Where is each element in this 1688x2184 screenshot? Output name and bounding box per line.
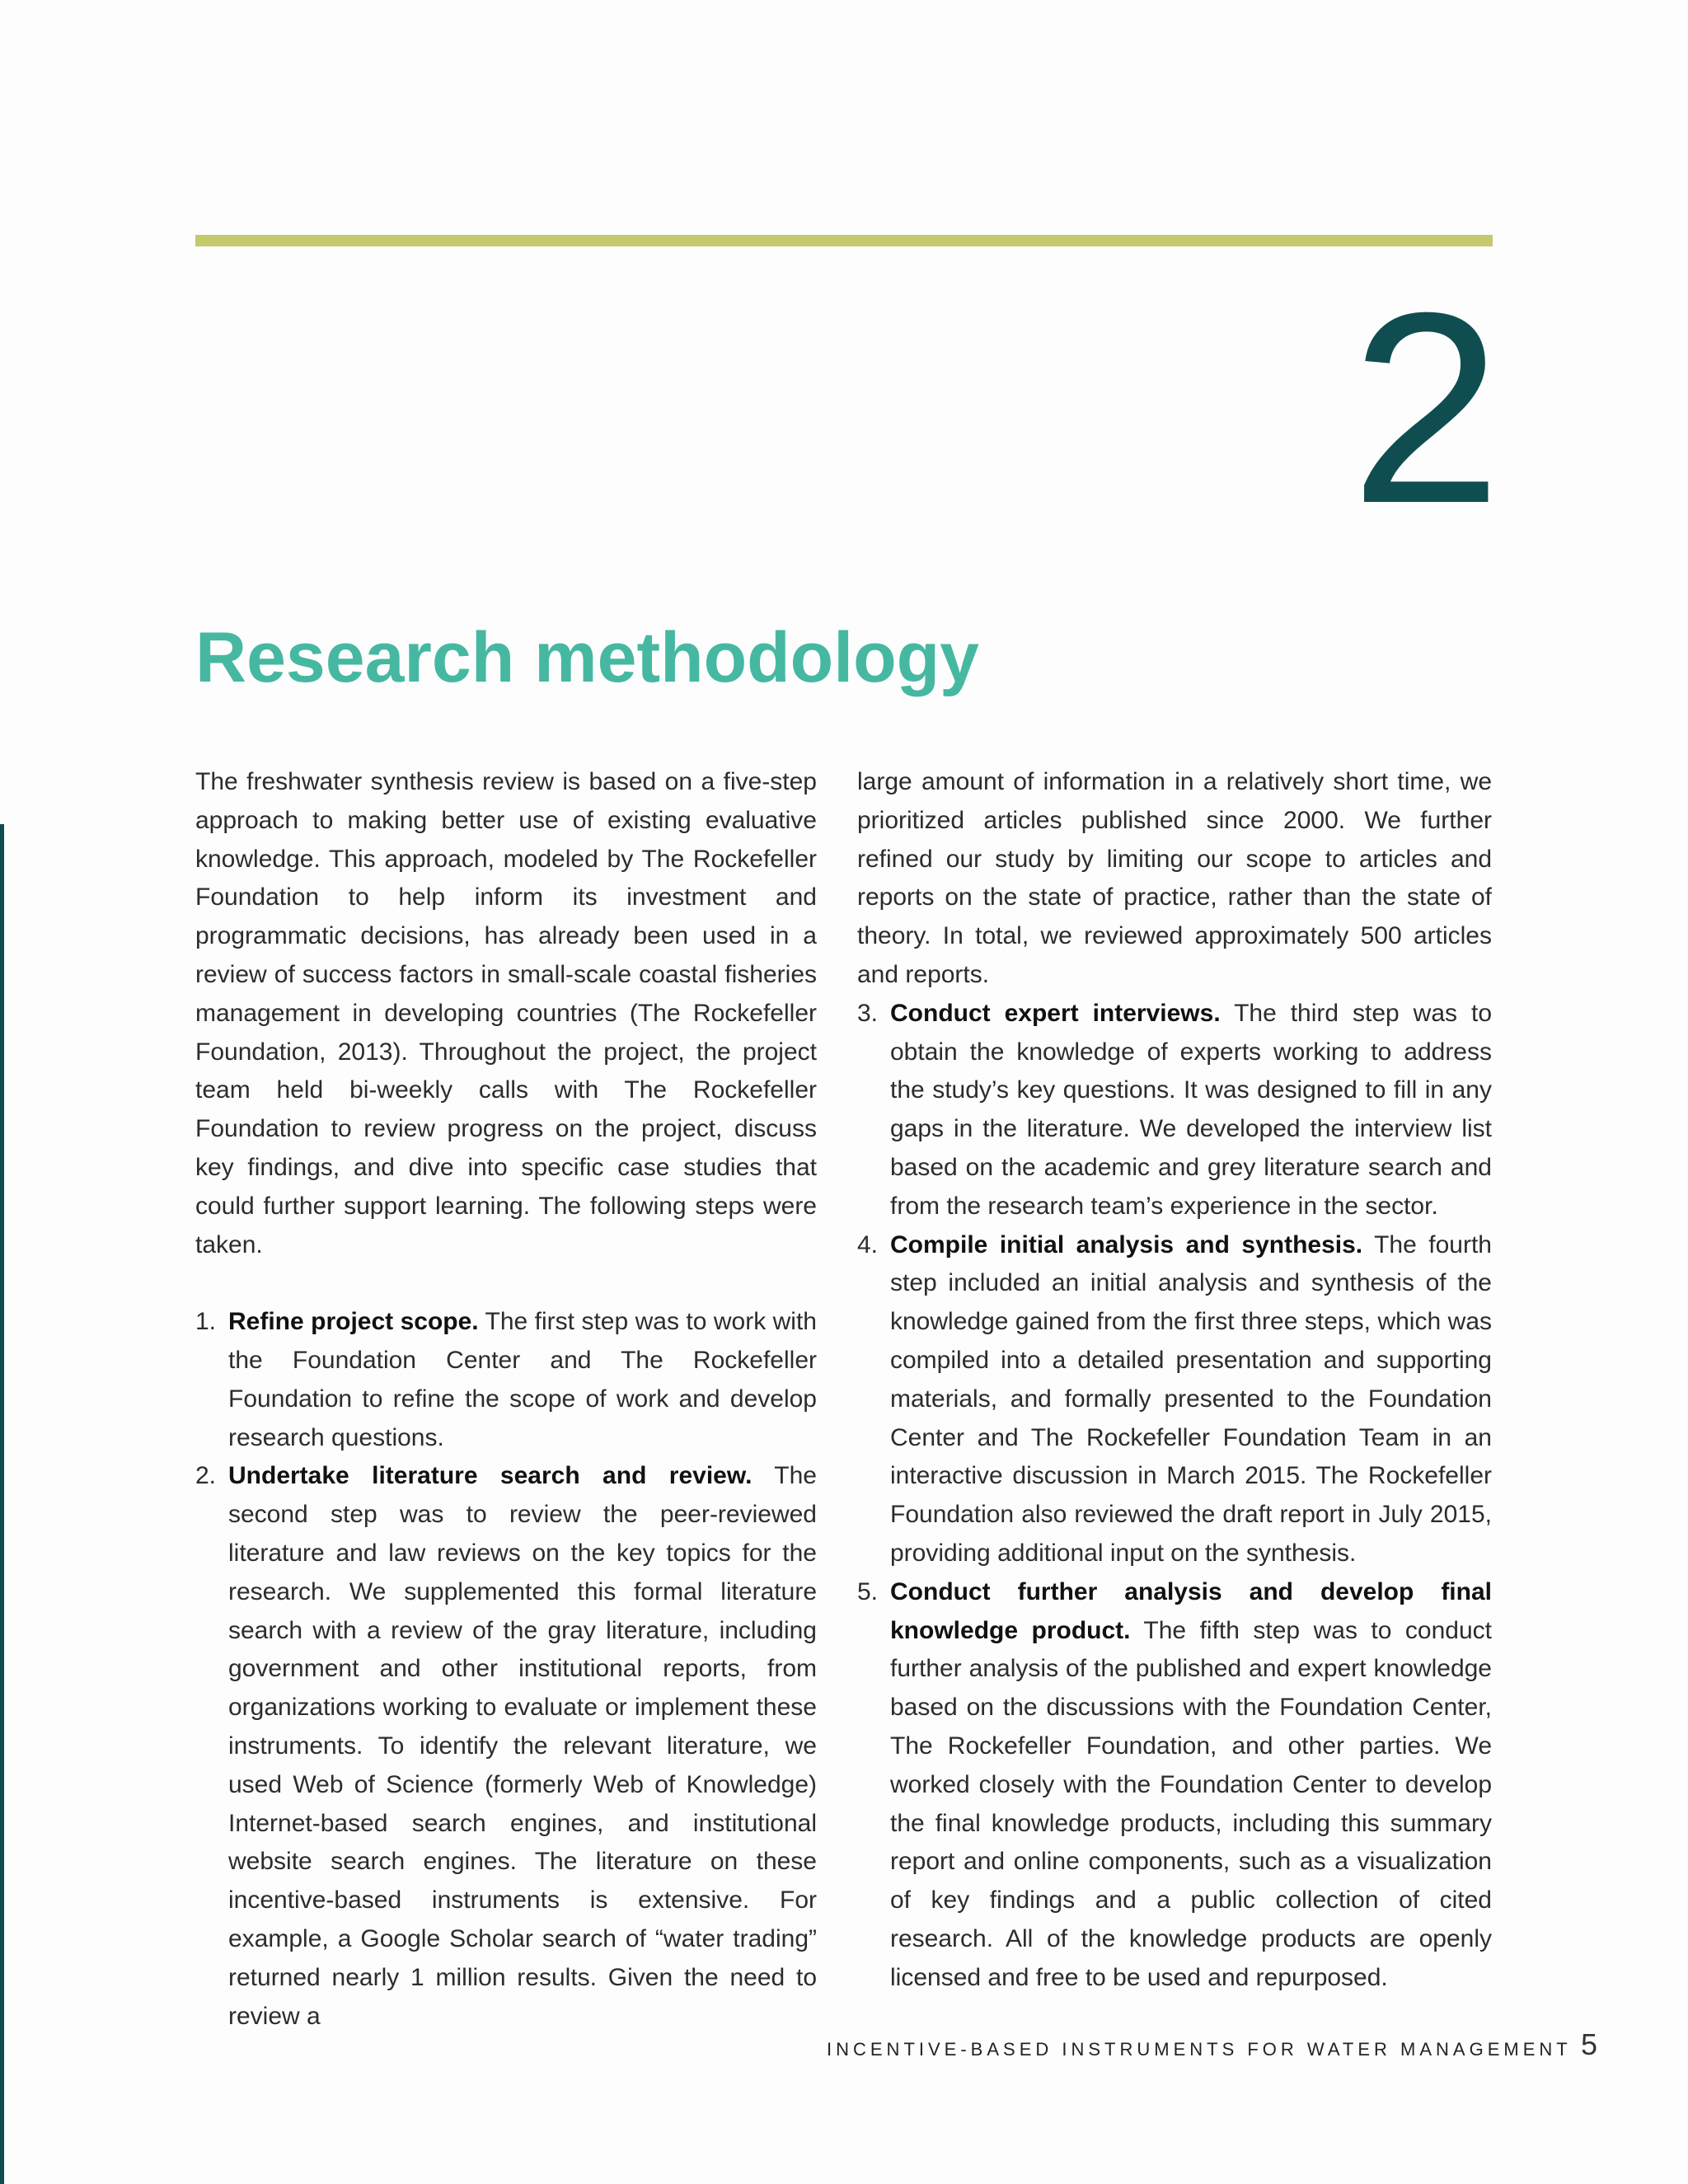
step-title: Undertake literature search and review.: [228, 1462, 753, 1490]
step-number: 3.: [857, 999, 879, 1027]
chapter-number: 2: [1350, 255, 1497, 560]
chapter-rule: [195, 235, 1493, 246]
right-column: [857, 763, 1492, 1998]
step-number: 1.: [195, 1308, 217, 1336]
step-continuation: large amount of information in a relatively short time, we prioritized articles published since 2000. We further refined our study by limiting our scope to articles and reports on the state of practice, rather than the state of theory. In total, we reviewed approximately 500 articles and reports.: [857, 768, 1492, 988]
left-column: [195, 763, 817, 2036]
step-text: The fifth step was to conduct further analysis of the published and expert knowledge based on the discussions with the Foundation Center, The Rockefeller Foundation, and other parties. We worked closely with the Foundation Center to develop the final knowledge products, including this summary report and online components, such as a visualization of key findings and a public collection of cited research. All of the knowledge products are openly licensed and free to be used and repurposed.: [890, 1616, 1492, 1991]
steps-list-continued: [857, 995, 1492, 1998]
step-text: The fourth step included an initial analysis and synthesis of the knowledge gained from the first three steps, which was compiled into a detailed presentation and supporting materials, and formally presented to the Foundation Center and The Rockefeller Foundation Team in an interactive discussion in March 2015. The Rockefeller Foundation also reviewed the draft report in July 2015, providing additional input on the synthesis.: [890, 1230, 1492, 1567]
step-title: Conduct expert interviews.: [890, 999, 1221, 1027]
step-number: 4.: [857, 1230, 879, 1258]
step-number: 2.: [195, 1462, 217, 1490]
steps-list: [195, 1303, 817, 2036]
step-number: 5.: [857, 1577, 879, 1605]
step-title: Refine project scope.: [228, 1308, 479, 1336]
list-item: [195, 1457, 817, 2036]
running-footer-title: INCENTIVE-BASED INSTRUMENTS FOR WATER MANAGEMENT: [827, 2039, 1572, 2060]
step-title: Conduct further analysis and develop final knowledge product.: [890, 1577, 1492, 1644]
list-item: [857, 1226, 1492, 1573]
chapter-title: Research methodology: [195, 618, 979, 697]
left-edge-bar: [0, 824, 4, 2184]
list-item: [857, 1573, 1492, 1998]
page-number: 5: [1581, 2027, 1598, 2061]
intro-paragraph: The freshwater synthesis review is based on a five-step approach to making better use of existing evaluative knowledge. This approach, modeled by The Rockefeller Foundation to help inform its investment and programmatic decisions, has already been used in a review of success factors in small-scale coastal fisheries management in developing countries (The Rockefeller Foundation, 2013). Throughout the project, the project team held bi-weekly calls with The Rockefeller Foundation to review progress on the project, discuss key findings, and dive into specific case studies that could further support learning. The following steps were taken.: [195, 768, 817, 1258]
step-title: Compile initial analysis and synthesis.: [890, 1230, 1363, 1258]
list-item: [857, 995, 1492, 1226]
step-text: The second step was to review the peer-reviewed literature and law reviews on the key topics for the research. We supplemented this formal literature search with a review of the gray literature, including government and other institutional reports, from organizations working to evaluate or implement these instruments. To identify the relevant literature, we used Web of Science (formerly Web of Knowledge) Internet-based search engines, and institutional website search engines. The literature on these incentive-based instruments is extensive. For example, a Google Scholar search of “water trading” returned nearly 1 million results. Given the need to review a: [228, 1462, 817, 2030]
step-text: The first step was to work with the Foundation Center and The Rockefeller Foundation to refine the scope of work and develop research questions.: [228, 1308, 817, 1451]
list-item: [195, 1303, 817, 1457]
step-text: The third step was to obtain the knowledge of experts working to address the study’s key questions. It was designed to fill in any gaps in the literature. We developed the interview list based on the academic and grey literature search and from the research team’s experience in the sector.: [890, 999, 1493, 1220]
